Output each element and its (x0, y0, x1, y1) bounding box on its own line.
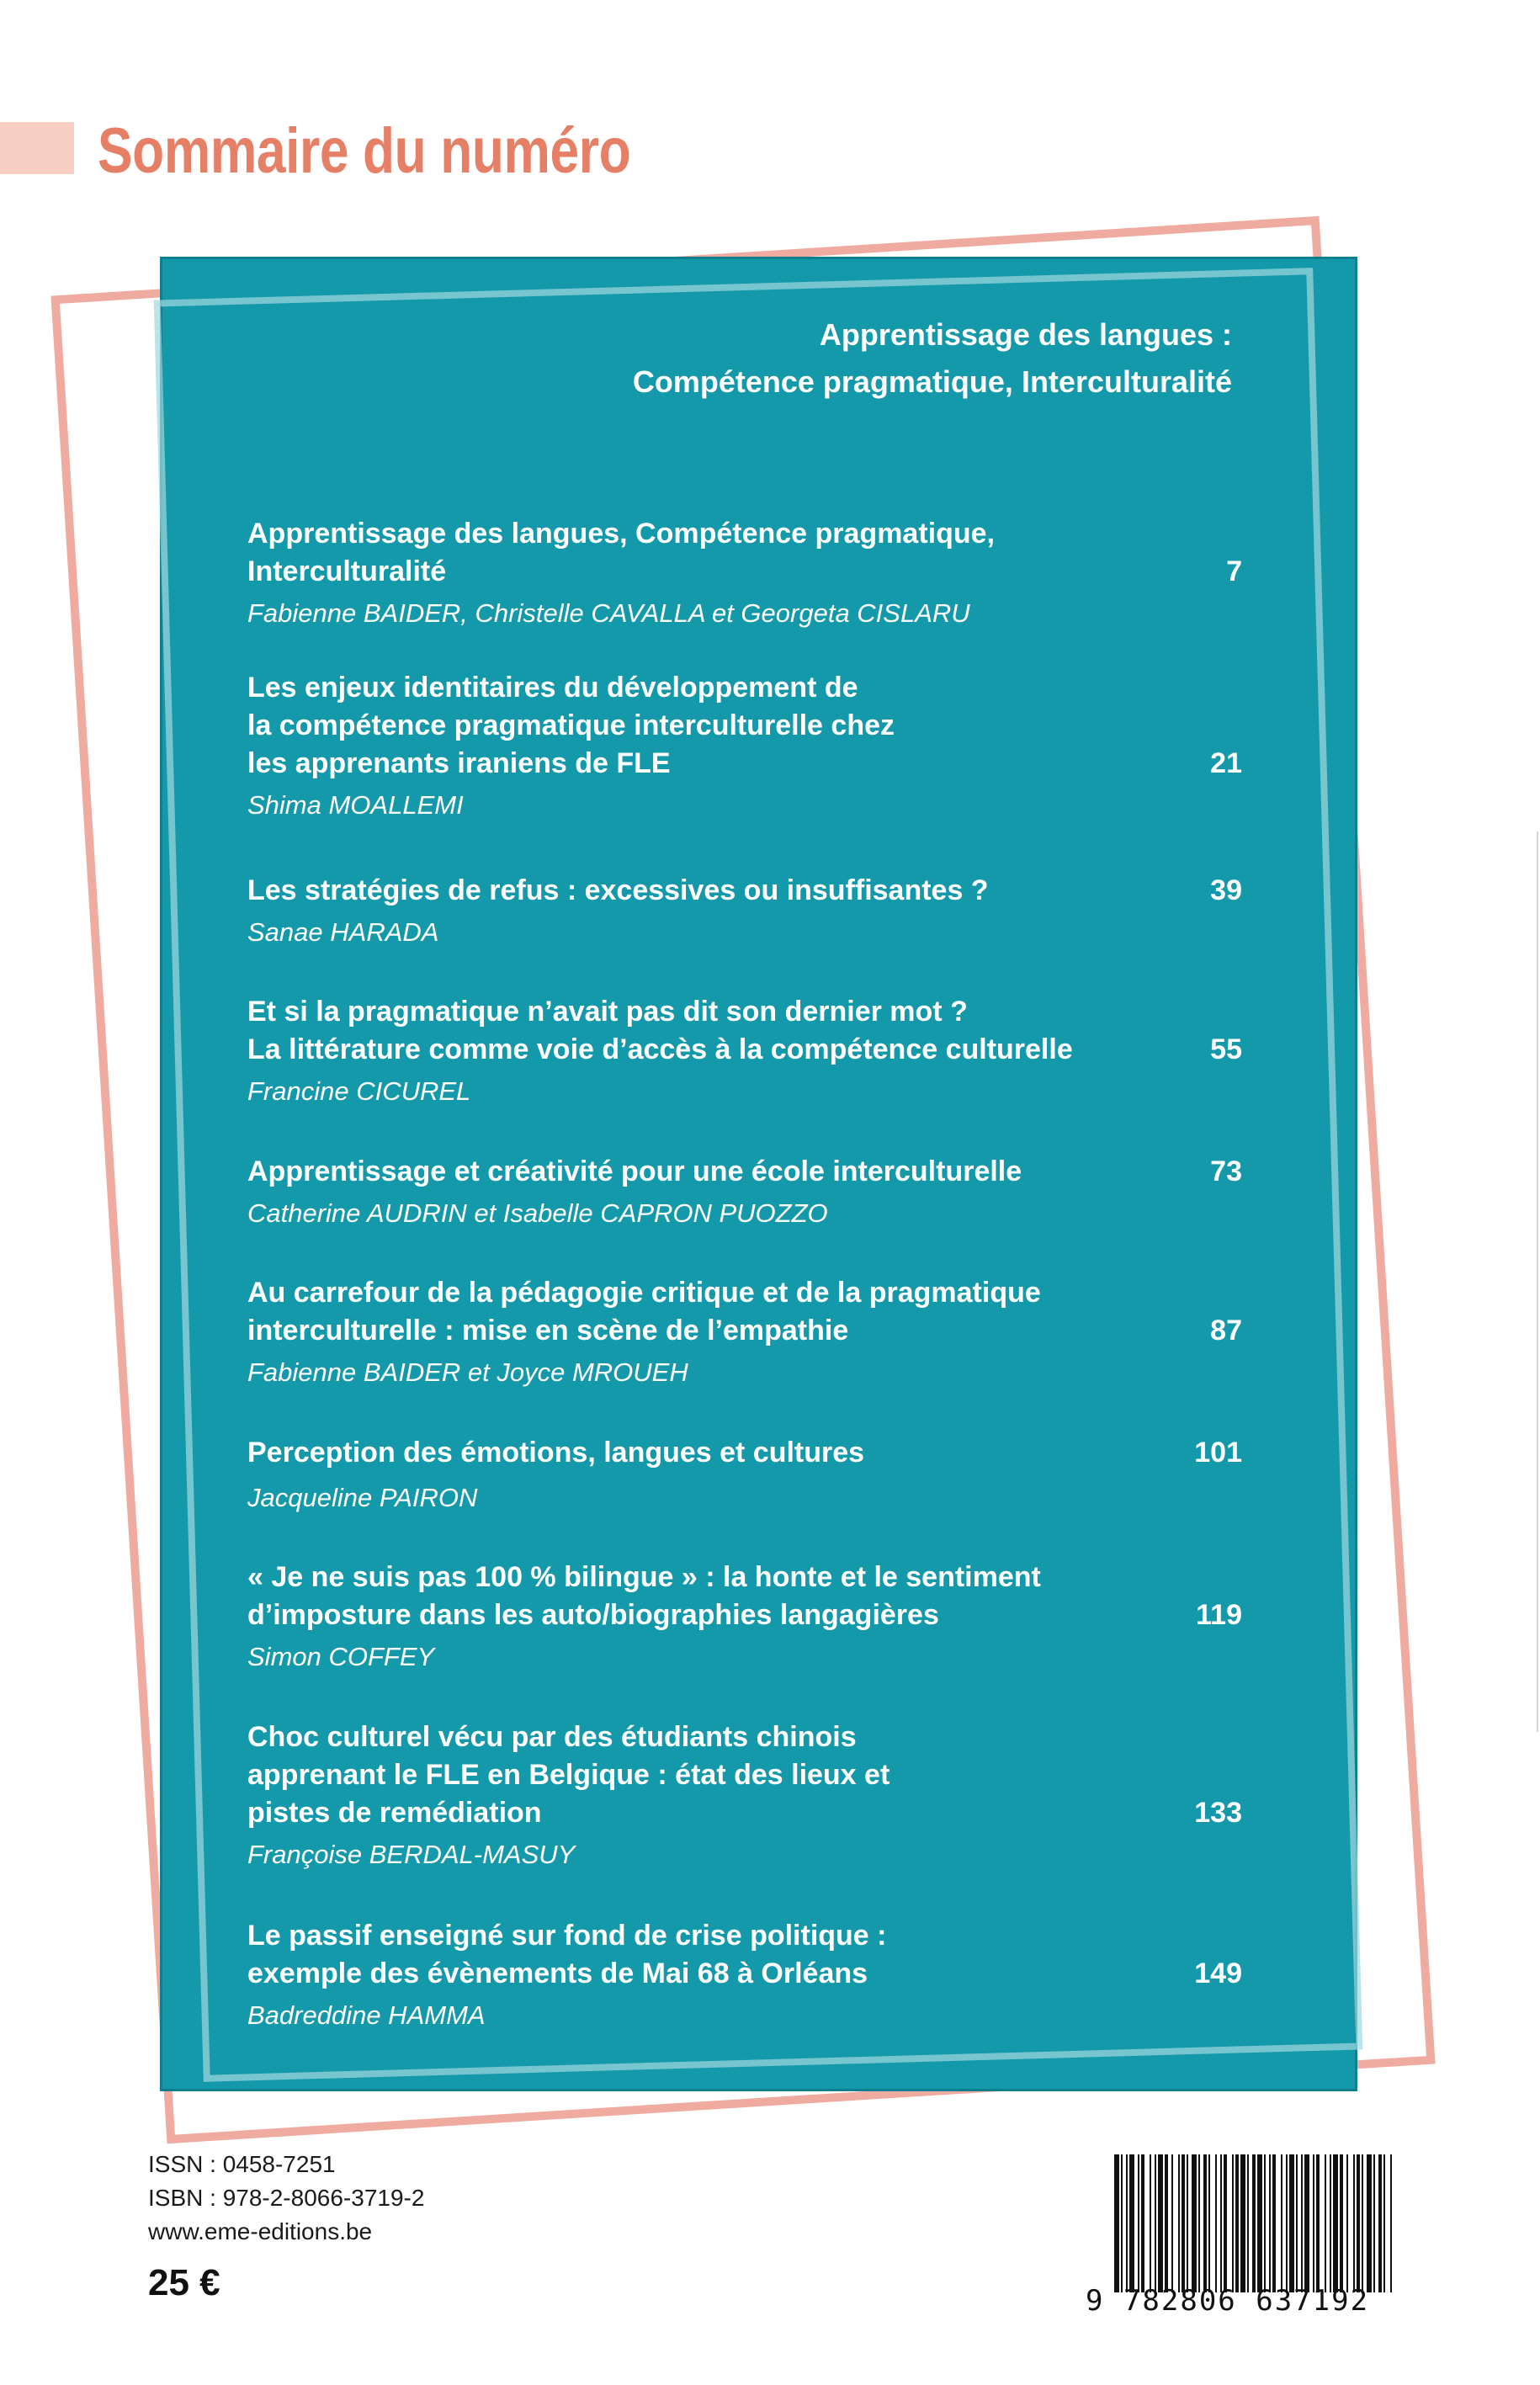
publication-info (148, 2148, 424, 2249)
publisher-website[interactable]: www.eme-editions.be (148, 2218, 373, 2244)
toc-entry (247, 1274, 1242, 1390)
toc-entry-title: « Je ne suis pas 100 % bilingue » : la honte et le sentiment d’imposture dans les auto/biographies langagières (247, 1561, 1041, 1631)
toc-entry (247, 993, 1242, 1109)
toc-entry-author: Françoise BERDAL-MASUY (247, 1840, 576, 1869)
toc-entry-title: Au carrefour de la pédagogie critique et de la pragmatique interculturelle : mise en scène de l’empathie (247, 1277, 1041, 1347)
toc-entry (247, 669, 1242, 823)
header-accent-block (0, 122, 74, 174)
toc-entry-page: 101 (1194, 1437, 1242, 1469)
toc-entry-title: Apprentissage et créativité pour une école interculturelle (247, 1155, 1022, 1187)
toc-entry-author: Jacqueline PAIRON (247, 1483, 478, 1512)
toc-entry-author: Shima MOALLEMI (247, 790, 464, 820)
issn: ISSN : 0458-7251 (148, 2151, 336, 2177)
toc-entry-author: Simon COFFEY (247, 1642, 435, 1671)
toc-entry (247, 1153, 1242, 1231)
issue-theme (337, 311, 1232, 406)
toc-entry (247, 1718, 1242, 1872)
toc-entry-title: Choc culturel vécu par des étudiants chinois apprenant le FLE en Belgique : état des lieux et pistes de remédiation (247, 1721, 890, 1829)
barcode-icon (1113, 2154, 1395, 2292)
toc-entry-author: Fabienne BAIDER, Christelle CAVALLA et Georgeta CISLARU (247, 598, 970, 628)
price: 25 € (148, 2262, 220, 2303)
toc-entry-page: 55 (1210, 1033, 1242, 1065)
toc-entry-author: Francine CICUREL (247, 1076, 471, 1106)
barcode-digits: 9 782806 637192 (1086, 2284, 1370, 2318)
toc-entry (247, 1434, 1242, 1516)
toc-entry-title: Perception des émotions, langues et cultures (247, 1437, 865, 1469)
toc-entry-author: Badreddine HAMMA (247, 2000, 486, 2030)
toc-entry-page: 73 (1210, 1155, 1242, 1187)
toc-entry (247, 872, 1242, 950)
toc-entry-author: Catherine AUDRIN et Isabelle CAPRON PUOZZO (247, 1198, 828, 1228)
toc-entry-title: Et si la pragmatique n’avait pas dit son dernier mot ? La littérature comme voie d’accès à la compétence culturelle (247, 996, 1073, 1065)
toc-entry (247, 515, 1242, 631)
toc-entry-page: 7 (1226, 555, 1242, 587)
toc-entry-title: Les enjeux identitaires du développement de la compétence pragmatique interculturelle chez les apprenants iraniens de FLE (247, 672, 895, 779)
toc-entry-author: Fabienne BAIDER et Joyce MROUEH (247, 1357, 688, 1387)
toc-entry (247, 1559, 1242, 1675)
toc-entry-page: 21 (1210, 747, 1242, 779)
isbn: ISBN : 978-2-8066-3719-2 (148, 2185, 425, 2211)
toc-entry (247, 1917, 1242, 2033)
toc-entry-title: Le passif enseigné sur fond de crise politique : exemple des évènements de Mai 68 à Orléans (247, 1920, 887, 1989)
page-title: Sommaire du numéro (98, 115, 631, 187)
page-edge-line (1537, 831, 1538, 1732)
toc-entry-page: 149 (1194, 1957, 1242, 1989)
issue-theme-line-1: Apprentissage des langues : (819, 317, 1232, 352)
toc-entry-author: Sanae HARADA (247, 917, 439, 947)
toc-entry-page: 119 (1196, 1599, 1242, 1631)
toc-entry-page: 87 (1210, 1315, 1242, 1347)
toc-entry-title: Apprentissage des langues, Compétence pragmatique, Interculturalité (247, 518, 996, 587)
issue-theme-line-2: Compétence pragmatique, Interculturalité (632, 364, 1232, 399)
toc-entry-page: 39 (1210, 874, 1242, 906)
toc-entry-page: 133 (1194, 1797, 1242, 1829)
toc-entry-title: Les stratégies de refus : excessives ou insuffisantes ? (247, 874, 989, 906)
